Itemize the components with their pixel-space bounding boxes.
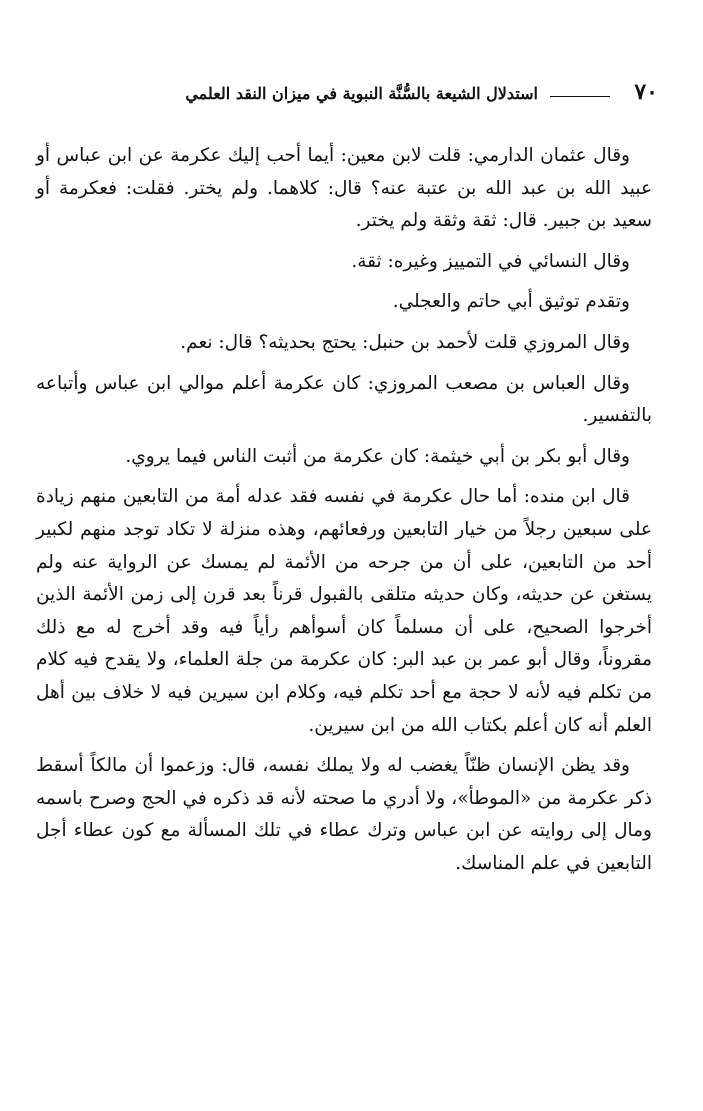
paragraph-malik: وقد يظن الإنسان ظنّاً يغضب له ولا يملك نفسه، قال: وزعموا أن مالكاً أسقط ذكر عكرمة من «الموطأ»، ولا أدري ما صحته لأنه قد ذكره في الحج وصرح باسمه ومال إلى روايته عن ابن عباس وترك عطاء في تلك المسألة مع كون عطاء أجل التابعين في علم المناسك.	[36, 755, 652, 874]
running-title: استدلال الشيعة بالسُّنَّة النبوية في ميزان النقد العلمي	[185, 84, 538, 103]
paragraph-nasai: وقال النسائي في التمييز وغيره: ثقة.	[351, 250, 630, 272]
paragraph-abu-bakr: وقال أبو بكر بن أبي خيثمة: كان عكرمة من أثبت الناس فيما يروي.	[125, 445, 630, 467]
paragraph-abu-hatim: وتقدم توثيق أبي حاتم والعجلي.	[392, 291, 630, 313]
header-rule	[550, 96, 610, 97]
paragraph-marwazi: وقال المروزي قلت لأحمد بن حنبل: يحتج بحديثه؟ قال: نعم.	[180, 331, 630, 353]
page-header	[30, 78, 658, 110]
paragraph-abbas: وقال العباس بن مصعب المروزي: كان عكرمة أعلم موالي ابن عباس وأتباعه بالتفسير.	[36, 372, 652, 427]
page-number: ٧٠	[634, 79, 658, 105]
paragraph-ibn-mandah: قال ابن منده: أما حال عكرمة في نفسه فقد عدله أمة من التابعين منهم زيادة على سبعين رجلاً من خيار التابعين ورفعائهم، وهذه منزلة لا تكاد توجد منهم لكبير أحد من التابعين، على أن من جرحه من الأئمة لم يمسك عن الرواية عنه ولم يستغن عن حديثه، وكان حديثه متلقى بالقبول قرناً بعد قرن إلى زمن الأئمة الذين أخرجوا الصحيح، على أن مسلماً كان أسوأهم رأياً فيه وقد أخرج له مع ذلك مقروناً، وقال أبو عمر بن عبد البر: كان عكرمة من جلة العلماء، ولا يقدح فيه كلام من تكلم فيه لأنه لا حجة مع أحد تكلم فيه، وكلام ابن سيرين فيه لا خلاف بين أهل العلم أنه كان أعلم بكتاب الله من ابن سيرين.	[36, 486, 652, 736]
page-body	[36, 140, 652, 888]
paragraph-darimi: وقال عثمان الدارمي: قلت لابن معين: أيما أحب إليك عكرمة عن ابن عباس أو عبيد الله بن عبد الله بن عتبة عنه؟ قال: كلاهما. ولم يختر. فقلت: فعكرمة أو سعيد بن جبير. قال: ثقة وثقة ولم يختر.	[36, 145, 652, 232]
